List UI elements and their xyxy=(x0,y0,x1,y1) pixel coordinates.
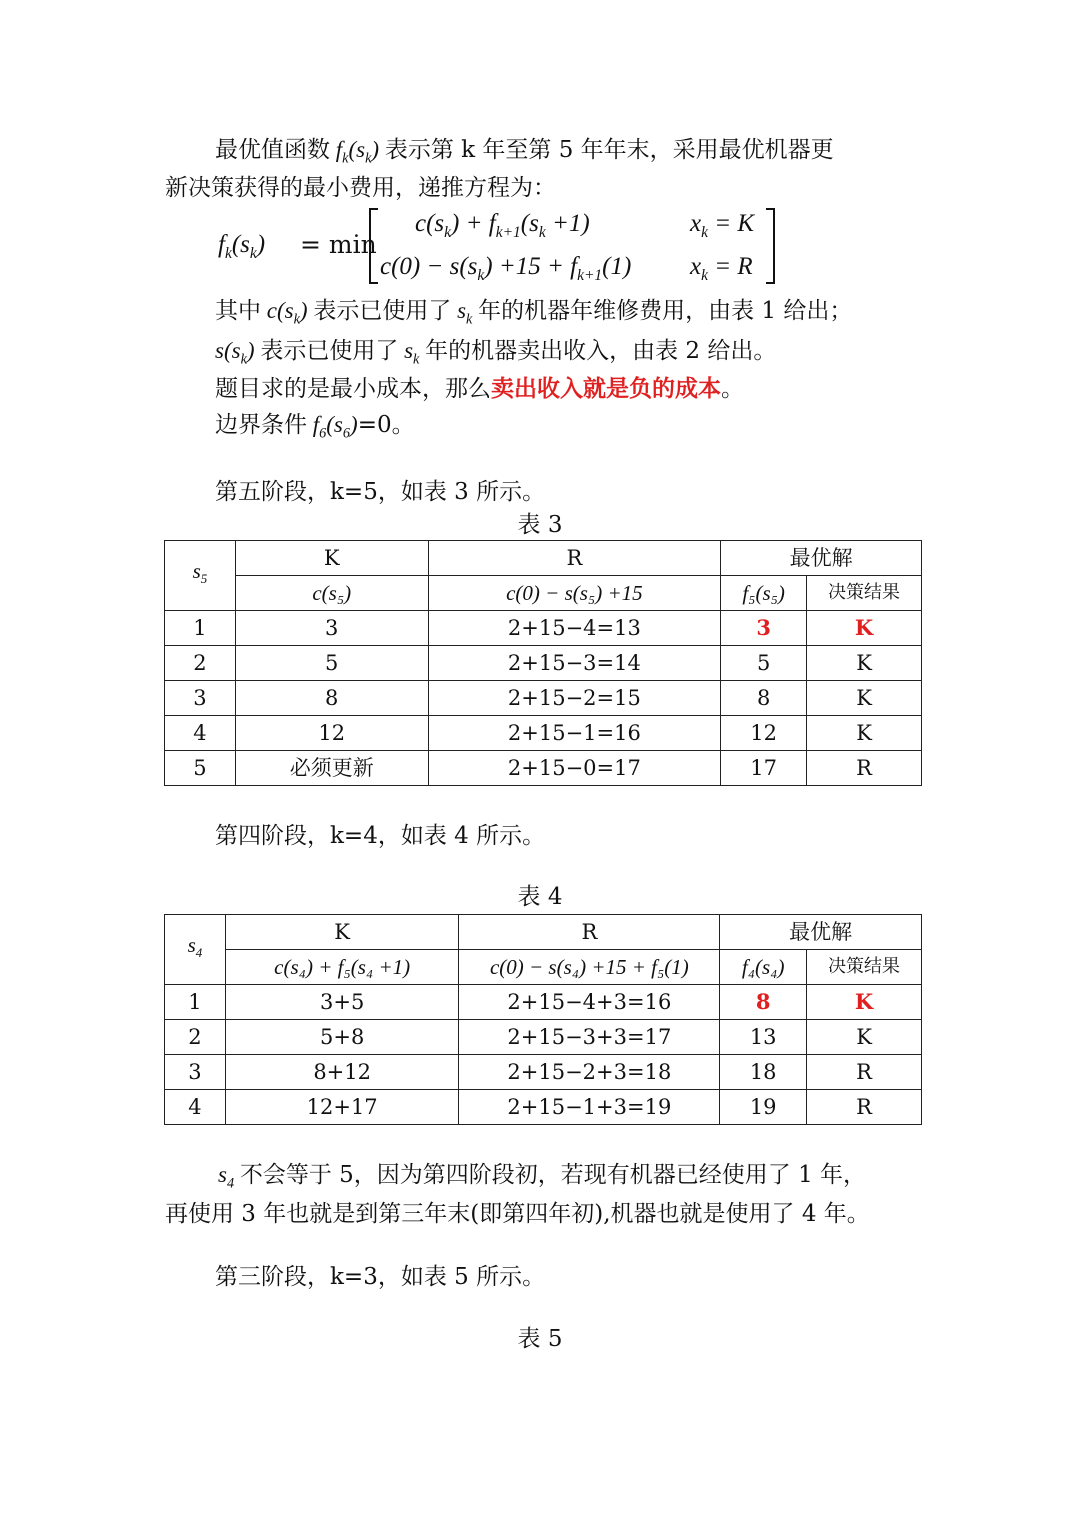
table-row: 2 5+8 2+15−3+3=17 13 K xyxy=(165,1020,922,1055)
table-row: 2 5 2+15−3=14 5 K xyxy=(165,646,922,681)
note-line-1: $s_4$ 不会等于 5，因为第四阶段初，若现有机器已经使用了 1 年， xyxy=(218,1162,867,1192)
s-sk-symbol: $s(s_k)$ xyxy=(215,338,261,368)
table4-formula-f: f₄(s₄) xyxy=(720,950,807,985)
equation-row-1-cond: $x_k = K$ xyxy=(690,210,755,241)
table3-header-opt: 最优解 xyxy=(721,541,922,576)
table-row: 1 3+5 2+15−4+3=16 8 K xyxy=(165,985,922,1020)
table4-formula-k: c(s₄) + f₅(s₄ +1) xyxy=(225,950,459,985)
table3-header-r: R xyxy=(428,541,721,576)
table4-header-opt: 最优解 xyxy=(720,915,922,950)
intro-line-2: 新决策获得的最小费用，递推方程为： xyxy=(165,175,556,201)
intro-line-6: 边界条件 $f_6(s_6)=0$。 xyxy=(215,412,415,442)
c-sk-symbol: $c(s_k)$ xyxy=(261,298,314,328)
equation-min: = min xyxy=(300,230,377,259)
highlighted-phrase: 卖出收入就是负的成本 xyxy=(491,375,721,402)
intro-line-1 xyxy=(215,135,834,174)
table5-caption: 表 5 xyxy=(517,1326,563,1352)
stage5-intro: 第五阶段，k=5，如表 3 所示。 xyxy=(215,479,546,505)
table3-header-k: K xyxy=(235,541,428,576)
table-row: 1 3 2+15−4=13 3 K xyxy=(165,611,922,646)
table3-formula-k: c(s₅) xyxy=(235,576,428,611)
f6-s6-symbol: $f_6(s_6)$ xyxy=(307,412,358,442)
note-line-2: 再使用 3 年也就是到第三年末(即第四年初),机器也就是使用了 4 年。 xyxy=(165,1201,870,1227)
stage4-intro: 第四阶段，k=4，如表 4 所示。 xyxy=(215,823,546,849)
fk-sk-symbol: $f_k(s_k)$ xyxy=(330,137,385,167)
table-3 xyxy=(164,540,922,786)
table3-formula-f: f₅(s₅) xyxy=(721,576,807,611)
table3-header-s: $s_5$ xyxy=(165,541,236,611)
table-4 xyxy=(164,914,922,1125)
table4-header-k: K xyxy=(225,915,459,950)
table4-header-s: $s_4$ xyxy=(165,915,226,985)
table4-header-r: R xyxy=(459,915,720,950)
equation-row-2-cond: $x_k = R$ xyxy=(690,253,753,284)
equation-lhs: $f_k(s_k)$ xyxy=(218,231,266,262)
table4-formula-r: c(0) − s(s₄) +15 + f₅(1) xyxy=(459,950,720,985)
table-row: 4 12+17 2+15−1+3=19 19 R xyxy=(165,1090,922,1125)
intro-line-1-post: 表示第 k 年至第 5 年年末，采用最优机器更 xyxy=(384,137,834,163)
table4-header-decision: 决策结果 xyxy=(807,950,922,985)
intro-line-4: $s(s_k)$ 表示已使用了 $s_k$ 年的机器卖出收入，由表 2 给出。 xyxy=(215,338,777,368)
intro-line-5: 题目求的是最小成本，那么卖出收入就是负的成本。 xyxy=(215,375,744,402)
table-row: 4 12 2+15−1=16 12 K xyxy=(165,716,922,751)
table-row: 3 8+12 2+15−2+3=18 18 R xyxy=(165,1055,922,1090)
intro-line-1-pre: 最优值函数 xyxy=(215,137,330,163)
equation-row-1-expr: $c(s_k) + f_{k+1}(s_k +1)$ xyxy=(415,210,590,241)
table3-formula-r: c(0) − s(s₅) +15 xyxy=(428,576,721,611)
table4-caption: 表 4 xyxy=(517,884,563,910)
equation-row-2-expr: $c(0) - s(s_k) +15 + f_{k+1}(1)$ xyxy=(380,253,632,284)
stage3-intro: 第三阶段，k=3，如表 5 所示。 xyxy=(215,1264,546,1290)
intro-line-3: 其中 $c(s_k)$ 表示已使用了 $s_k$ 年的机器年维修费用，由表 1 给出； xyxy=(215,298,853,328)
s4-symbol: $s_4$ xyxy=(218,1162,235,1192)
table-row: 5 必须更新 2+15−0=17 17 R xyxy=(165,751,922,786)
sk-symbol: $s_k$ xyxy=(451,298,473,328)
sk-symbol-2: $s_k$ xyxy=(398,338,420,368)
table3-caption: 表 3 xyxy=(517,512,563,538)
table-row: 3 8 2+15−2=15 8 K xyxy=(165,681,922,716)
table3-header-decision: 决策结果 xyxy=(807,576,922,611)
